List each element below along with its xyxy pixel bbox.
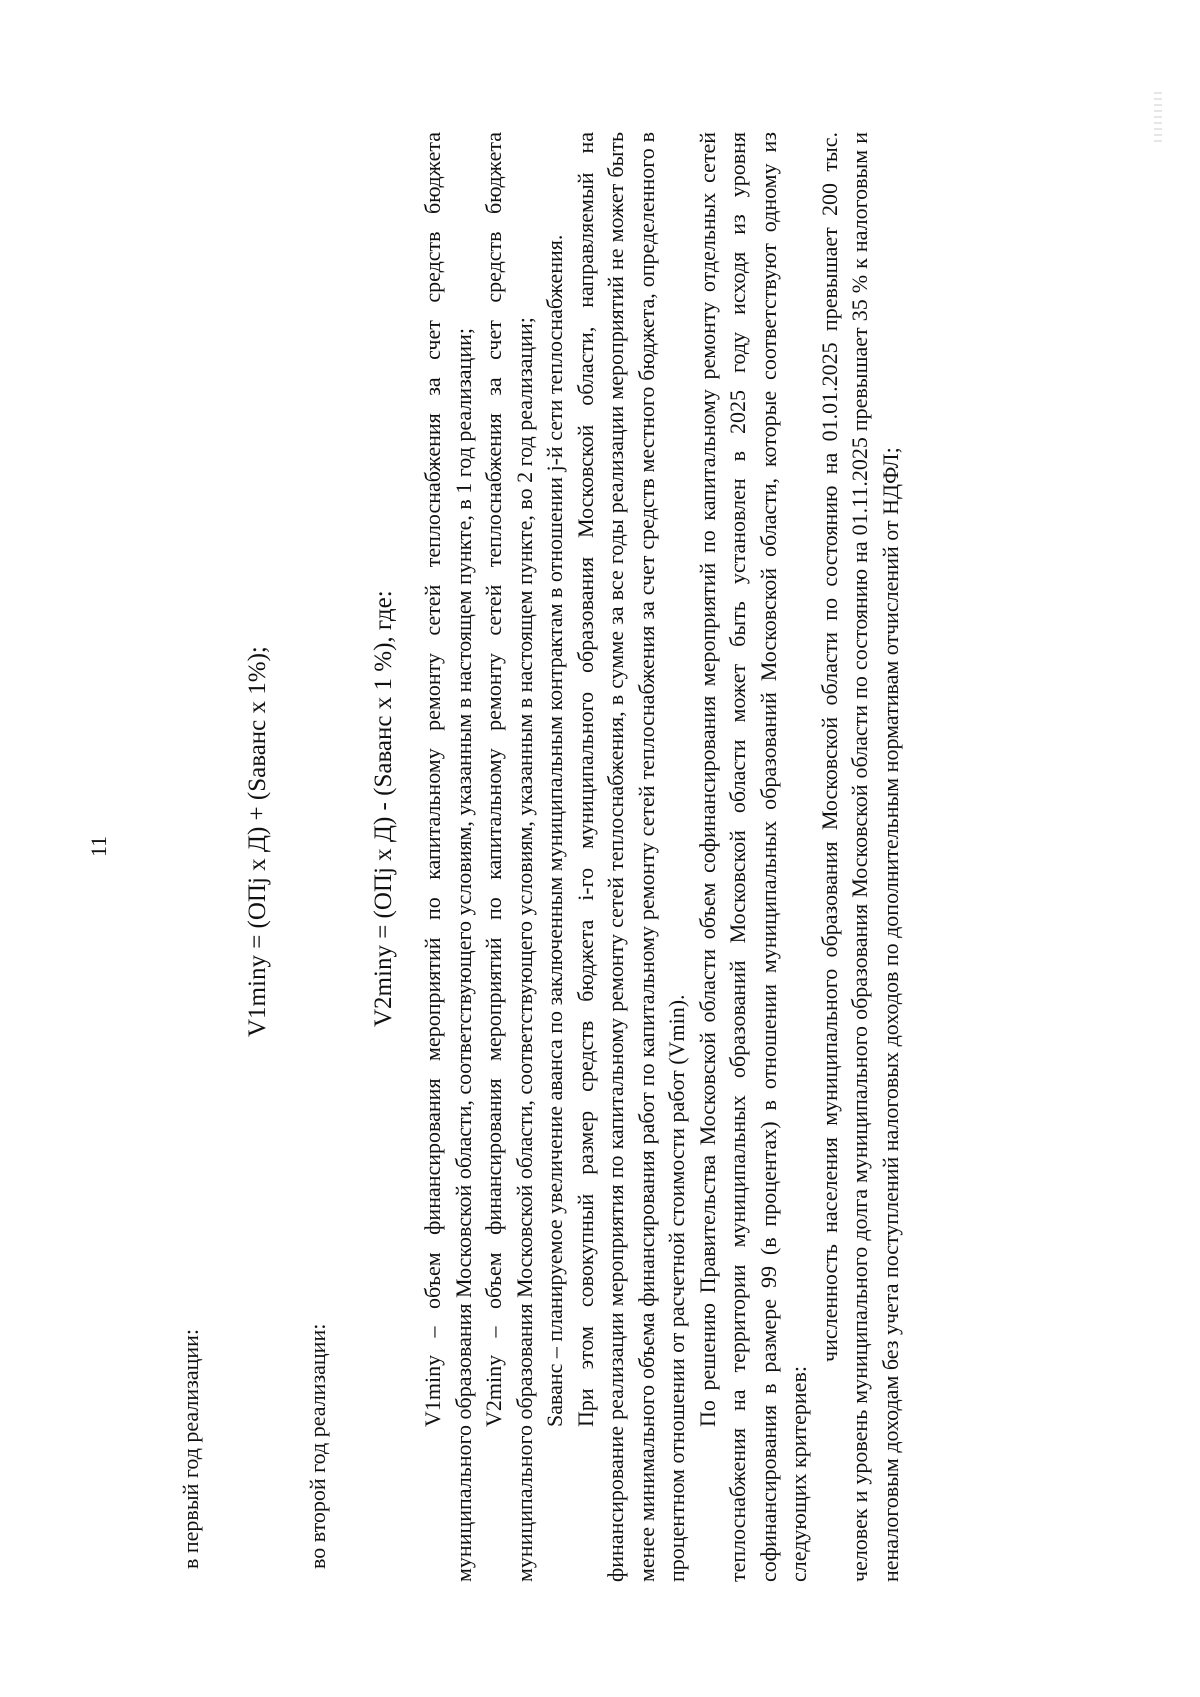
paragraph-population-criterion: численность населения муниципального образования Московской области по состоянию на 01.01.2025 превышает 200 тыс. человек и уровень муниципального долга муниципального образования Московской области по состоянию на 01.11.2025 превышает 35 % к налоговым и неналоговым доходам без учета поступлений налоговых доходов по дополнительным нормативам отчислений от НДФЛ;	[816, 132, 903, 1582]
label-second-year: во второй год реализации:	[305, 1323, 330, 1569]
paragraph-v1miny-definition: V1miny – объем финансирования мероприятий по капитальному ремонту сетей теплоснабжения за счет средств бюджета муниципального образования Московской области, соответствующего условиям, указанным в настоящем пункте, в 1 год реализации;	[420, 132, 476, 1582]
label-first-year: в первый год реализации:	[178, 1328, 203, 1569]
formula-second-year: V2miny = (ОПj x Д) - (Sаванс x 1 %), где:	[370, 590, 397, 1027]
paragraph-v2miny-definition: V2miny – объем финансирования мероприятий по капитальному ремонту сетей теплоснабжения за счет средств бюджета муниципального образования Московской области, соответствующего условиям, указанным в настоящем пункте, во 2 год реализации;	[481, 132, 537, 1582]
paragraph-total-budget: При этом совокупный размер средств бюджета i-го муниципального образования Московской области, направляемый на финансирование реализации мероприятия по капитальному ремонту сетей теплоснабжения, в сумме за все годы реализации мероприятий не может быть менее минимального объема финансирования работ по капитальному ремонту сетей теплоснабжения за счет средств местного бюджета, определенного в процентном отношении от расчетной стоимости работ (Vmin).	[572, 132, 689, 1582]
paragraph-savans-definition: Sаванс – планируемое увеличение аванса по заключенным муниципальным контрактам в отношении j-й сети теплоснабжения.	[542, 234, 567, 1427]
paragraph-government-decision: По решению Правительства Московской области объем софинансирования мероприятий по капитальному ремонту отдельных сетей теплоснабжения на территории муниципальных образований Московской области может быть установлен в 2025 году исходя из уровня софинансирования в размере 99 (в процентах) в отношении муниципальных образований Московской области, которые соответствуют одному из следующих критериев:	[694, 132, 811, 1582]
formula-first-year: V1miny = (OПj x Д) + (Sаванс x 1%);	[244, 646, 271, 1037]
scan-artifact	[1154, 92, 1162, 144]
page-number: 11	[86, 835, 111, 857]
body-text	[418, 132, 906, 1582]
